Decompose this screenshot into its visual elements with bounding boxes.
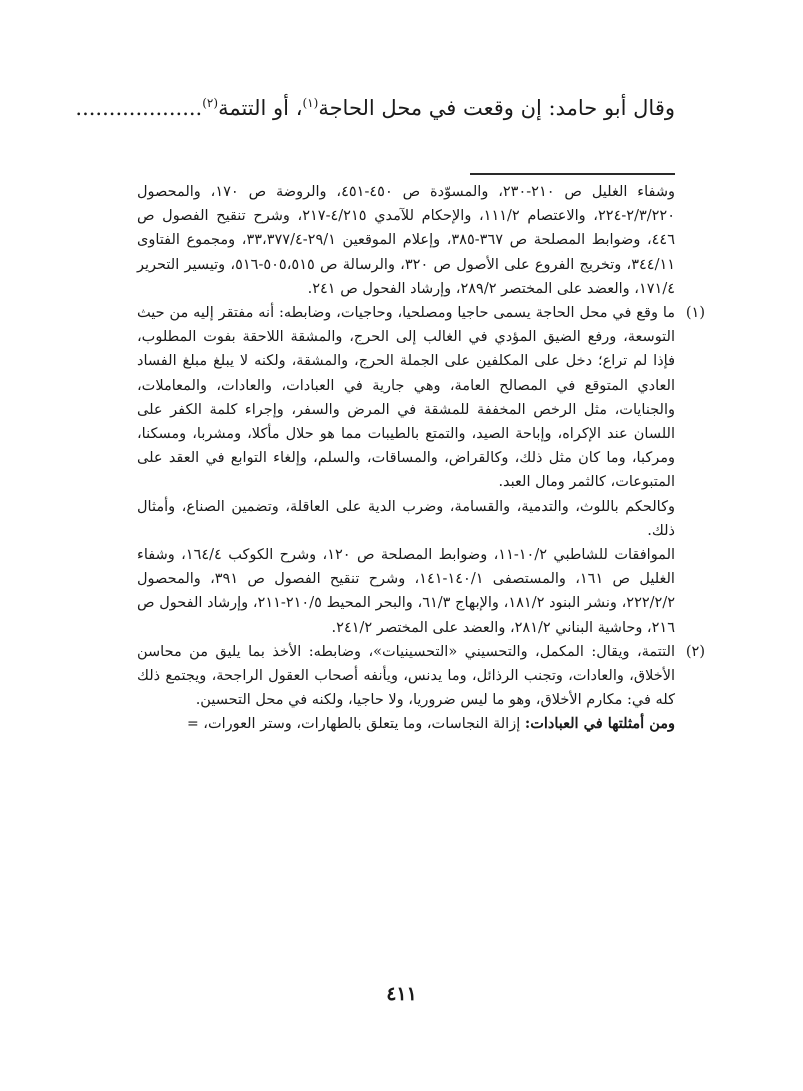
text-line: المختصر ٢٨٩/٢، وإرشاد الفحول ص ٢٤١. [307, 280, 553, 297]
footnote-separator [470, 173, 675, 175]
text-line: الكفر على اللسان عند الإكراه، وإباحة الصيد، والتمتع بالطيبات مما هو حلال مأكلا، [137, 401, 676, 443]
text-line: محل التحسين. [195, 692, 284, 709]
text-line: ص ٣٢٠، والرسالة ص ٥٠٥،٥١٥-٥١٦، وتيسير التحرير ١٧١/٤، والعضد على [137, 256, 675, 297]
footnote-2 [137, 640, 705, 737]
text-line: والعضد على المختصر ٢٤١/٢. [331, 619, 506, 636]
footnote-1-references [137, 543, 675, 640]
text-line: الأخلاق، والعادات، وتجنب الرذائل، وما يدنس، ويأنفه أصحاب العقول الراجحة، [211, 668, 676, 685]
footnote-1 [137, 301, 705, 640]
text-line: ومشربا، ومسكنا، ومركبا، وما كان مثل ذلك، وكالقراض، والمساقات، والسلم، وإلغاء [137, 426, 675, 467]
text-line: ١٦٤/٤، وشفاء الغليل ص ١٦١، والمستصفى ١٤٠/١-١٤١، وشرح تنقيح [137, 547, 675, 588]
main-text-start: وقال أبو حامد: إن وقعت في محل الحاجة [318, 96, 675, 120]
footnote-1-paragraph-2 [137, 495, 675, 543]
footnotes-block [137, 180, 705, 737]
footnote-number: (٢) [685, 643, 705, 660]
text-line: مبلغ الفساد العادي المتوقع في المصالح العامة، وهي جارية في العبادات، والعادات، [137, 353, 676, 394]
text-line: ويجتمع ذلك كله في: مكارم الأخلاق، وهو ما ليس ضروريا، ولا حاجيا، ولكنه في [137, 668, 675, 709]
page-number: ٤١١ [386, 983, 417, 1005]
examples-text: إزالة النجاسات، وما يتعلق بالطهارات، وستر العورات، [203, 716, 525, 733]
text-line: من حيث التوسعة، ورفع الضيق المؤدي في الغالب إلى الحرج، والمشقة اللاحقة بفوت [137, 305, 676, 346]
text-line: ما وقع في محل الحاجة يسمى حاجيا ومصلحيا، وحاجيات، وضابطه: أنه مفتقر إليه [193, 305, 676, 322]
ellipsis-dots: ................... [75, 96, 203, 120]
main-text-line [75, 86, 675, 125]
text-line: المطلوب، فإذا لم تراع؛ دخل على المكلفين على الجملة الحرج، والمشقة، ولكنه لا يبلغ [137, 329, 676, 370]
footnote-2-examples [137, 712, 675, 736]
continued-references [137, 180, 675, 301]
footnote-ref-2: (٢) [202, 96, 219, 110]
text-line: ٢٩/١-٣٣،٣٧٧/٤، ومجموع الفتاوى ٣٤٤/١١، وتخريج الفروع على الأصول [137, 232, 676, 273]
text-line: وأمثال ذلك. [137, 498, 675, 539]
text-line: والبحر المحيط ٢١٠/٥-٢١١، وإرشاد الفحول ص ٢١٦، وحاشية البناني ٢٨١/٢، [137, 595, 675, 636]
footnote-ref-1: (١) [302, 96, 319, 110]
text-line: الموافقات للشاطبي ١٠/٢-١١، وضوابط المصلحة ص ١٢٠، وشرح الكوكب [228, 547, 676, 564]
text-line: والمحصول ٢/٣/٢٢٠-٢٢٤، والاعتصام ١١١/٢، والإحكام للآمدي ٤/٢١٥-٢١٧، [137, 184, 675, 225]
text-line: وشرح تنقيح الفصول ص ٤٤٦، وضوابط المصلحة ص ٣٦٧-٣٨٥، وإعلام الموقعين [137, 208, 676, 249]
text-line: وشفاء الغليل ص ٢١٠-٢٣٠، والمسوّدة ص ٤٥٠-٤٥١، والروضة ص ١٧٠، [210, 184, 676, 200]
footnote-2-paragraph [137, 640, 675, 713]
text-line: الفصول ص ٣٩١، والمحصول ٢٢٢/٢/٢، ونشر البنود ١٨١/٢، والإبهاج ٦١/٣، [137, 571, 675, 612]
text-line: والمعاملات، والجنايات، مثل الرخص المخففة للمشقة في المرض والسفر، وإجراء كلمة [137, 377, 676, 418]
continuation-mark: = [186, 716, 199, 733]
text-line: وكالحكم باللوث، والتدمية، والقسامة، وضرب الدية على العاقلة، وتضمين الصناع، [181, 498, 676, 515]
text-line: التوابع في العقد على المتبوعات، كالثمر ومال العبد. [137, 450, 675, 491]
examples-heading: ومن أمثلتها في العبادات: [524, 715, 675, 733]
main-text-middle: ، أو التتمة [218, 96, 303, 120]
footnote-1-paragraph [137, 301, 675, 495]
text-line: التتمة، ويقال: المكمل، والتحسيني «التحسينيات»، وضابطه: الأخذ بما يليق من محاسن [137, 643, 675, 660]
footnote-number: (١) [685, 305, 705, 322]
